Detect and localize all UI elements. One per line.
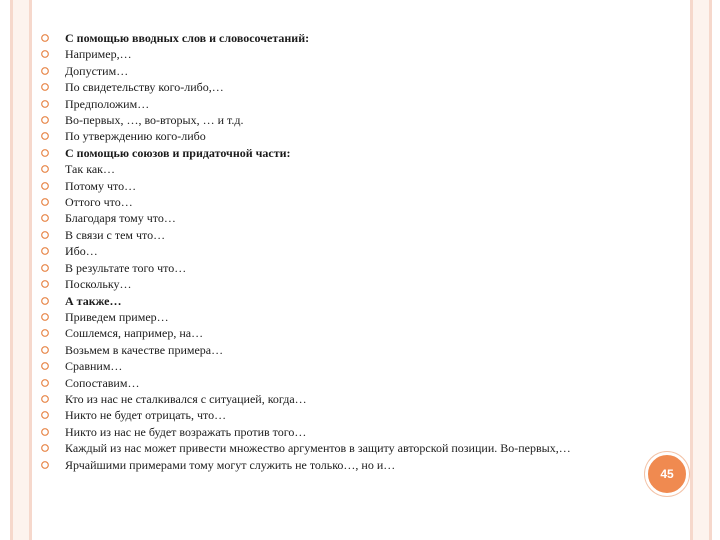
hollow-circle-bullet-icon xyxy=(40,460,50,470)
list-item-text: Оттого что… xyxy=(65,195,133,210)
hollow-circle-bullet-icon xyxy=(40,66,50,76)
list-item xyxy=(40,325,630,341)
hollow-circle-bullet-icon xyxy=(40,197,50,207)
list-item-text: Ярчайшими примерами тому могут служить не только…, но и… xyxy=(65,457,396,472)
list-item xyxy=(40,128,630,144)
list-item-text: Никто из нас не будет возражать против того… xyxy=(65,424,307,439)
list-item-text: С помощью вводных слов и словосочетаний: xyxy=(65,31,310,45)
list-item xyxy=(40,391,630,407)
list-item xyxy=(40,145,630,161)
list-item xyxy=(40,407,630,423)
list-item-text: Кто из нас не сталкивался с ситуацией, когда… xyxy=(65,391,307,406)
hollow-circle-bullet-icon xyxy=(40,443,50,453)
list-item xyxy=(40,194,630,210)
list-item-text: Возьмем в качестве примера… xyxy=(65,342,224,357)
list-item xyxy=(40,276,630,292)
hollow-circle-bullet-icon xyxy=(40,148,50,158)
hollow-circle-bullet-icon xyxy=(40,33,50,43)
list-item-text: По свидетельству кого-либо,… xyxy=(65,80,224,95)
list-item xyxy=(40,358,630,374)
list-item-text: В связи с тем что… xyxy=(65,227,166,242)
hollow-circle-bullet-icon xyxy=(40,361,50,371)
list-item-text: Сравним… xyxy=(65,359,123,374)
hollow-circle-bullet-icon xyxy=(40,230,50,240)
hollow-circle-bullet-icon xyxy=(40,328,50,338)
list-item xyxy=(40,440,630,456)
list-item-text: С помощью союзов и придаточной части: xyxy=(65,145,291,160)
list-item xyxy=(40,96,630,112)
list-item xyxy=(40,260,630,276)
list-item-text: Например,… xyxy=(65,47,132,62)
hollow-circle-bullet-icon xyxy=(40,410,50,420)
bullet-list xyxy=(40,30,630,473)
list-item-text: По утверждению кого-либо xyxy=(65,129,206,144)
list-item xyxy=(40,112,630,128)
hollow-circle-bullet-icon xyxy=(40,115,50,125)
list-item xyxy=(40,243,630,259)
list-item-text: Во-первых, …, во-вторых, … и т.д. xyxy=(65,113,244,128)
list-item-text: Допустим… xyxy=(65,63,129,78)
list-item-text: Поскольку… xyxy=(65,277,132,292)
list-item xyxy=(40,63,630,79)
list-item xyxy=(40,210,630,226)
hollow-circle-bullet-icon xyxy=(40,378,50,388)
page-number-badge: 45 xyxy=(645,452,689,496)
list-item-text: Каждый из нас может привести множество аргументов в защиту авторской позиции. Во-первых,… xyxy=(65,441,571,456)
left-frame-stripe xyxy=(10,0,32,540)
list-item xyxy=(40,161,630,177)
list-item xyxy=(40,293,630,309)
hollow-circle-bullet-icon xyxy=(40,427,50,437)
list-item-text: Потому что… xyxy=(65,178,137,193)
list-item xyxy=(40,79,630,95)
list-item-text: Так как… xyxy=(65,162,115,177)
hollow-circle-bullet-icon xyxy=(40,246,50,256)
hollow-circle-bullet-icon xyxy=(40,213,50,223)
hollow-circle-bullet-icon xyxy=(40,164,50,174)
list-item-text: Никто не будет отрицать, что… xyxy=(65,408,227,423)
list-item-text: Благодаря тому что… xyxy=(65,211,176,226)
list-item xyxy=(40,457,630,473)
hollow-circle-bullet-icon xyxy=(40,345,50,355)
list-item xyxy=(40,375,630,391)
hollow-circle-bullet-icon xyxy=(40,131,50,141)
hollow-circle-bullet-icon xyxy=(40,312,50,322)
list-item xyxy=(40,178,630,194)
list-item-text: В результате того что… xyxy=(65,260,187,275)
list-item-text: Предположим… xyxy=(65,96,150,111)
list-item xyxy=(40,309,630,325)
list-item xyxy=(40,46,630,62)
list-item xyxy=(40,30,630,46)
list-item-text: Приведем пример… xyxy=(65,309,169,324)
list-item-text: А также… xyxy=(65,293,122,308)
hollow-circle-bullet-icon xyxy=(40,82,50,92)
list-item xyxy=(40,342,630,358)
list-item-text: Ибо… xyxy=(65,244,98,259)
hollow-circle-bullet-icon xyxy=(40,263,50,273)
hollow-circle-bullet-icon xyxy=(40,296,50,306)
list-item-text: Сопоставим… xyxy=(65,375,140,390)
list-item xyxy=(40,424,630,440)
hollow-circle-bullet-icon xyxy=(40,49,50,59)
list-item xyxy=(40,227,630,243)
right-frame-stripe xyxy=(690,0,712,540)
list-item-text: Сошлемся, например, на… xyxy=(65,326,204,341)
hollow-circle-bullet-icon xyxy=(40,279,50,289)
hollow-circle-bullet-icon xyxy=(40,181,50,191)
hollow-circle-bullet-icon xyxy=(40,99,50,109)
hollow-circle-bullet-icon xyxy=(40,394,50,404)
